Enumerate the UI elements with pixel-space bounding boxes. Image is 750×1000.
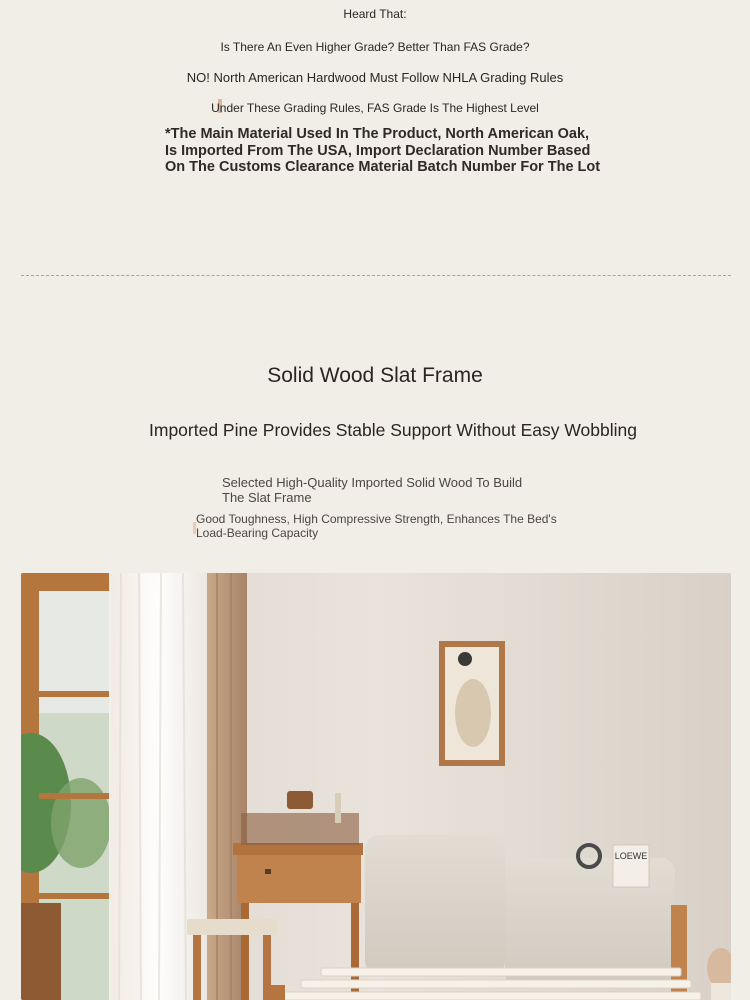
feature-text-1: Selected High-Quality Imported Solid Wood To Build The Slat Frame	[222, 475, 523, 505]
heard-that-label: Heard That:	[343, 7, 407, 21]
section-title: Solid Wood Slat Frame	[267, 364, 483, 387]
fas-highest-statement: Under These Grading Rules, FAS Grade Is The Highest Level	[211, 101, 539, 115]
material-note: *The Main Material Used In The Product, North American Oak, Is Imported From The USA, Import Declaration Number Based On The Customs Clearance Material Batch Number For The Lot	[165, 126, 601, 175]
nhla-statement: NO! North American Hardwood Must Follow NHLA Grading Rules	[186, 70, 564, 85]
bedroom-illustration	[21, 573, 731, 1000]
section-subtitle: Imported Pine Provides Stable Support Without Easy Wobbling	[149, 420, 637, 440]
bedroom-photo	[21, 573, 731, 1000]
bed-slats	[281, 968, 701, 1000]
grade-question: Is There An Even Higher Grade? Better Than FAS Grade?	[220, 40, 530, 54]
section-divider	[21, 275, 731, 276]
feature-text-2: Good Toughness, High Compressive Strength, Enhances The Bed's Load-Bearing Capacity	[196, 512, 557, 540]
headboard-cushion-left	[365, 835, 505, 975]
book-label: LOEWE	[614, 851, 648, 861]
